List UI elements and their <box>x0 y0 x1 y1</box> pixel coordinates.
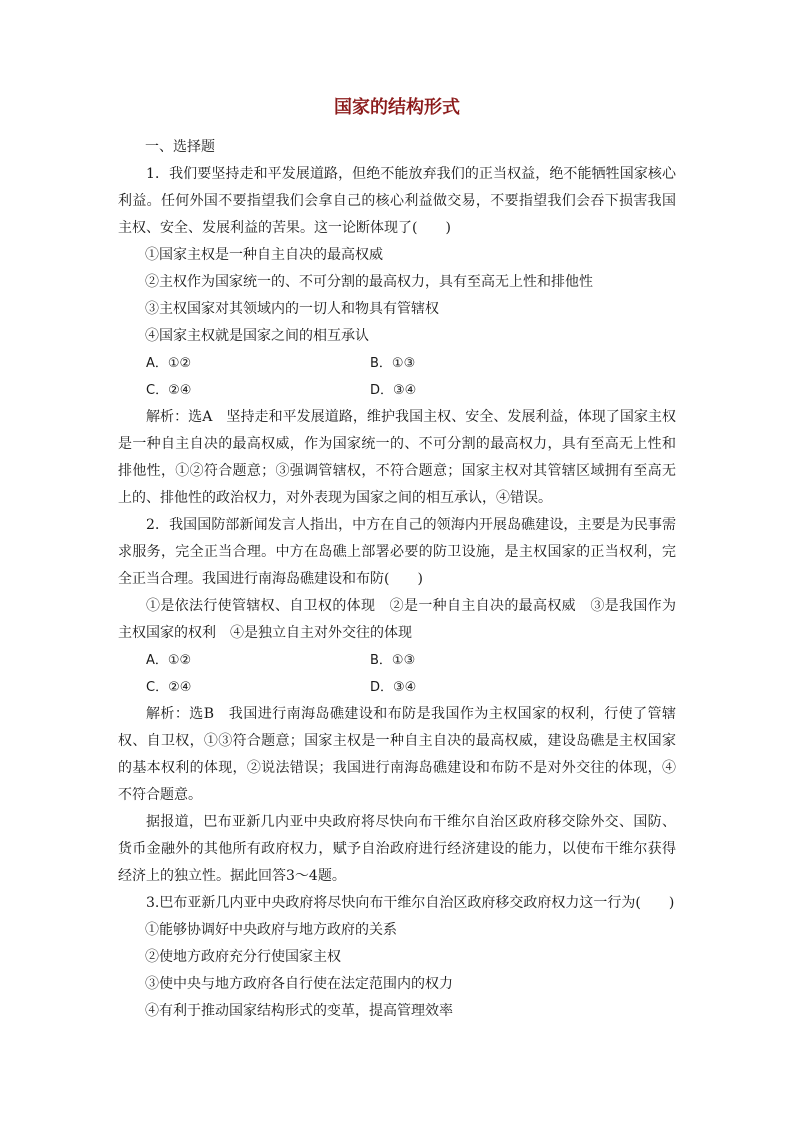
choice-b: B．①③ <box>370 653 416 668</box>
choice-c: C．②④ <box>146 680 192 695</box>
question-2-stem: 2．我国国防部新闻发言人指出，中方在自己的领海内开展岛礁建设，主要是为民事需求服务，完全正当合理。中方在岛礁上部署必要的防卫设施，是主权国家的正当权利，完全正当合理。我国进行南海岛礁建设和布防( ) <box>118 517 676 587</box>
question-1-option: ④国家主权就是国家之间的相互承认 <box>145 328 369 344</box>
choice-c: C．②④ <box>146 383 192 398</box>
question-2-choices <box>146 647 676 701</box>
choice-a: A．①② <box>146 356 192 371</box>
question-1-choices <box>146 350 676 404</box>
question-1-option: ③主权国家对其领域内的一切人和物具有管辖权 <box>145 301 439 317</box>
document-title: 国家的结构形式 <box>334 97 460 118</box>
question-3-option: ④有利于推动国家结构形式的变革，提高管理效率 <box>145 1003 453 1019</box>
question-3-stem: 3.巴布亚新几内亚中央政府将尽快向布干维尔自治区政府移交政府权力这一行为( ) <box>146 895 675 911</box>
material-paragraph: 据报道，巴布亚新几内亚中央政府将尽快向布干维尔自治区政府移交除外交、国防、货币金融外的其他所有政府权力，赋予自治政府进行经济建设的能力，以使布干维尔获得经济上的独立性。据此回答3～4题。 <box>118 814 676 884</box>
question-1-option: ①国家主权是一种自主自决的最高权威 <box>145 247 383 263</box>
question-1-explanation: 解析：选A 坚持走和平发展道路，维护我国主权、安全、发展利益，体现了国家主权是一种自主自决的最高权威，作为国家统一的、不可分割的最高权力，具有至高无上性和排他性，①②符合题意；③强调管辖权，不符合题意；国家主权对其管辖区域拥有至高无上的、排他性的政治权力，对外表现为国家之间的相互承认，④错误。 <box>118 409 676 506</box>
question-3-option: ②使地方政府充分行使国家主权 <box>145 949 341 965</box>
question-3-option: ①能够协调好中央政府与地方政府的关系 <box>145 922 397 938</box>
question-1-stem: 1．我们要坚持走和平发展道路，但绝不能放弃我们的正当权益，绝不能牺牲国家核心利益。任何外国不要指望我们会拿自己的核心利益做交易，不要指望我们会吞下损害我国主权、安全、发展利益的苦果。这一论断体现了( ) <box>118 166 676 236</box>
section-heading: 一、选择题 <box>145 139 215 155</box>
choice-d: D．③④ <box>370 383 417 398</box>
question-2-explanation: 解析：选B 我国进行南海岛礁建设和布防是我国作为主权国家的权利，行使了管辖权、自卫权，①③符合题意；国家主权是一种自主自决的最高权威，建设岛礁是主权国家的基本权利的体现，②说法错误；我国进行南海岛礁建设和布防不是对外交往的体现，④不符合题意。 <box>118 706 676 803</box>
question-3-option: ③使中央与地方政府各自行使在法定范围内的权力 <box>145 976 453 992</box>
choice-b: B．①③ <box>370 356 416 371</box>
question-1-option: ②主权作为国家统一的、不可分割的最高权力，具有至高无上性和排他性 <box>145 274 593 290</box>
choice-d: D．③④ <box>370 680 417 695</box>
question-2-options: ①是依法行使管辖权、自卫权的体现 ②是一种自主自决的最高权威 ③是我国作为主权国家的权利 ④是独立自主对外交往的体现 <box>118 598 676 641</box>
choice-a: A．①② <box>146 653 192 668</box>
